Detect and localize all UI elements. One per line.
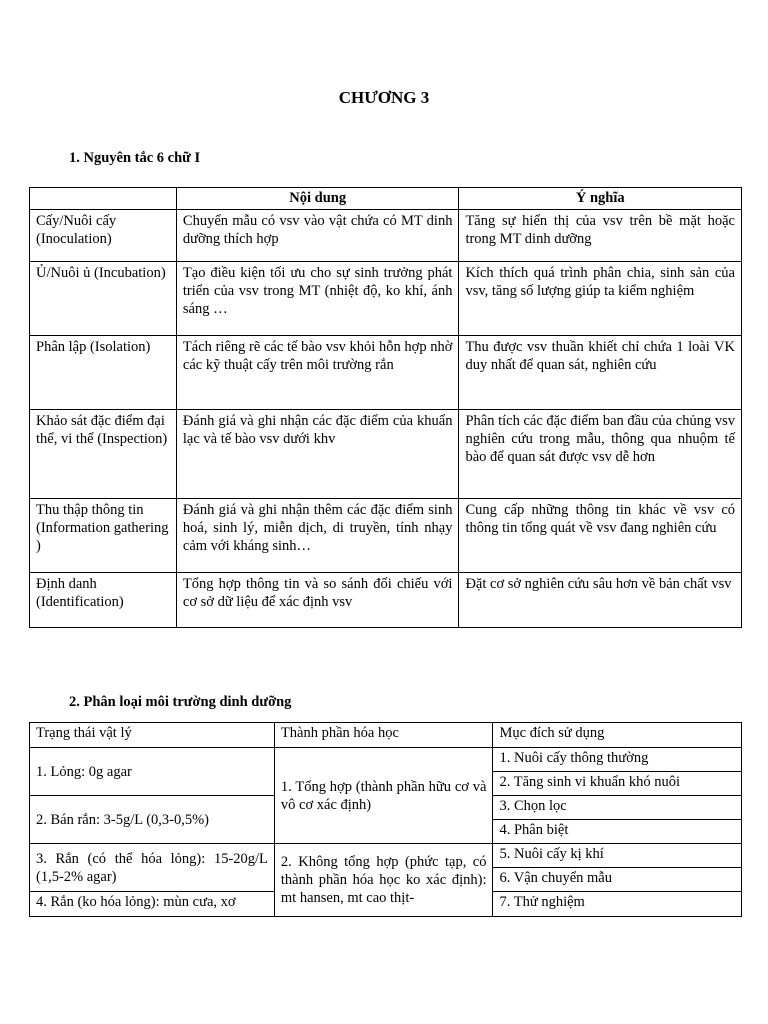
table-row <box>30 573 742 628</box>
table-row <box>30 210 742 262</box>
table-row <box>30 410 742 499</box>
physical-state-cell: 1. Lỏng: 0g agar <box>30 748 275 796</box>
table-header-row <box>30 188 742 210</box>
meaning-cell: Đặt cơ sở nghiên cứu sâu hơn về bản chất vsv <box>459 573 742 628</box>
meaning-cell: Phân tích các đặc điểm ban đầu của chủng vsv nghiên cứu trong mẫu, thông qua nhuộm tế bào để quan sát được vsv dễ hơn <box>459 410 742 499</box>
content-cell: Chuyển mẫu có vsv vào vật chứa có MT dinh dưỡng thích hợp <box>176 210 459 262</box>
physical-state-cell: 2. Bán rắn: 3-5g/L (0,3-0,5%) <box>30 796 275 844</box>
purpose-cell: 6. Vận chuyển mẫu <box>493 868 742 892</box>
purpose-cell: 4. Phân biệt <box>493 820 742 844</box>
table-row <box>30 499 742 573</box>
content-cell: Tạo điều kiện tối ưu cho sự sinh trưởng phát triển của vsv trong MT (nhiệt độ, ko khí, ánh sáng … <box>176 262 459 336</box>
purpose-cell: 7. Thử nghiệm <box>493 892 742 917</box>
table-row <box>30 748 742 772</box>
physical-state-cell: 3. Rắn (có thể hóa lỏng): 15-20g/L (1,5-2% agar) <box>30 844 275 892</box>
section-1-heading: 1. Nguyên tắc 6 chữ I <box>69 150 201 166</box>
content-cell: Đánh giá và ghi nhận thêm các đặc điểm sinh hoá, sinh lý, miễn dịch, di truyền, tính nhạy cảm với kháng sinh… <box>176 499 459 573</box>
table-row <box>30 336 742 410</box>
content-cell: Tách riêng rẽ các tế bào vsv khỏi hỗn hợp nhờ các kỹ thuật cấy trên môi trường rắn <box>176 336 459 410</box>
step-cell: Phân lập (Isolation) <box>30 336 177 410</box>
step-cell: Khảo sát đặc điểm đại thể, vi thể (Inspection) <box>30 410 177 499</box>
step-cell: Ủ/Nuôi ủ (Incubation) <box>30 262 177 336</box>
meaning-cell: Kích thích quá trình phân chia, sinh sản của vsv, tăng số lượng giúp ta kiểm nghiệm <box>459 262 742 336</box>
section-2-heading: 2. Phân loại môi trường dinh dưỡng <box>69 694 292 710</box>
column-header-chemical: Thành phần hóa học <box>274 723 493 748</box>
purpose-cell: 2. Tăng sinh vi khuẩn khó nuôi <box>493 772 742 796</box>
chemical-composition-cell: 2. Không tổng hợp (phức tạp, có thành phần hóa học ko xác định): mt hansen, mt cao thịt- <box>274 844 493 917</box>
column-header-physical: Trạng thái vật lý <box>30 723 275 748</box>
content-cell: Đánh giá và ghi nhận các đặc điểm của khuẩn lạc và tế bào vsv dưới khv <box>176 410 459 499</box>
table-row <box>30 262 742 336</box>
meaning-cell: Tăng sự hiển thị của vsv trên bề mặt hoặc trong MT dinh dưỡng <box>459 210 742 262</box>
media-classification-table <box>29 722 742 917</box>
column-header-content: Nội dung <box>176 188 459 210</box>
purpose-cell: 5. Nuôi cấy kị khí <box>493 844 742 868</box>
content-cell: Tổng hợp thông tin và so sánh đối chiếu với cơ sở dữ liệu để xác định vsv <box>176 573 459 628</box>
table-row <box>30 844 742 868</box>
meaning-cell: Thu được vsv thuần khiết chỉ chứa 1 loài VK duy nhất để quan sát, nghiên cứu <box>459 336 742 410</box>
chemical-composition-cell: 1. Tổng hợp (thành phần hữu cơ và vô cơ xác định) <box>274 748 493 844</box>
six-i-principles-table <box>29 187 742 628</box>
purpose-cell: 3. Chọn lọc <box>493 796 742 820</box>
step-cell: Cấy/Nuôi cấy (Inoculation) <box>30 210 177 262</box>
chapter-title: CHƯƠNG 3 <box>338 88 430 107</box>
purpose-cell: 1. Nuôi cấy thông thường <box>493 748 742 772</box>
physical-state-cell: 4. Rắn (ko hóa lỏng): mùn cưa, xơ <box>30 892 275 917</box>
table-header-row <box>30 723 742 748</box>
step-cell: Định danh (Identification) <box>30 573 177 628</box>
meaning-cell: Cung cấp những thông tin khác về vsv có thông tin tổng quát về vsv đang nghiên cứu <box>459 499 742 573</box>
step-cell: Thu thập thông tin (Information gathering ) <box>30 499 177 573</box>
column-header-step <box>30 188 177 210</box>
column-header-meaning: Ý nghĩa <box>459 188 742 210</box>
column-header-purpose: Mục đích sử dụng <box>493 723 742 748</box>
